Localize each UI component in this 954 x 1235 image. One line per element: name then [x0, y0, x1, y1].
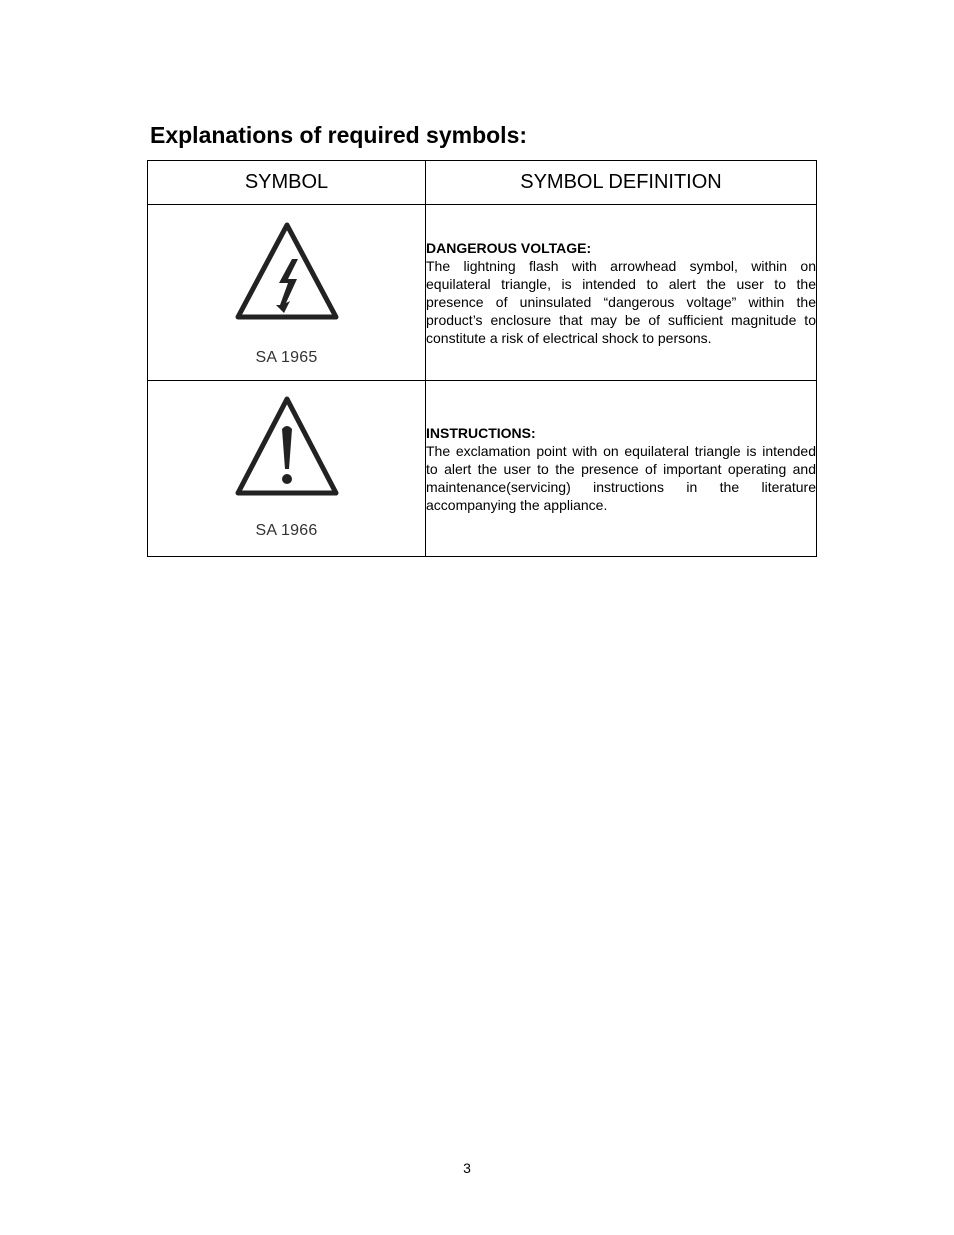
- symbol-cell: [148, 381, 426, 557]
- definition-text: The exclamation point with on equilateral triangle is intended to alert the user to the presence of important operating and maintenance(servicing) instructions in the literature accompanying the appliance.: [426, 443, 816, 513]
- definition-cell: [426, 205, 817, 381]
- lightning-triangle-icon: [232, 217, 342, 323]
- symbols-table: [147, 160, 817, 557]
- header-symbol-definition: SYMBOL DEFINITION: [426, 161, 817, 205]
- definition-heading: DANGEROUS VOLTAGE:: [426, 240, 592, 256]
- exclamation-triangle-icon: [232, 393, 342, 499]
- page-title: Explanations of required symbols:: [150, 122, 528, 148]
- table-row: [148, 381, 817, 557]
- table-row: [148, 205, 817, 381]
- definition-cell: [426, 381, 817, 557]
- symbol-code: SA 1966: [255, 522, 318, 539]
- header-symbol: SYMBOL: [148, 161, 426, 205]
- definition-heading: INSTRUCTIONS:: [426, 425, 536, 441]
- table-header-row: [148, 161, 817, 205]
- page-number: 3: [463, 1160, 471, 1176]
- symbol-code: SA 1965: [255, 349, 318, 366]
- symbol-cell: [148, 205, 426, 381]
- definition-text: The lightning flash with arrowhead symbol, within on equilateral triangle, is intended to alert the user to the presence of uninsulated “dangerous voltage” within the product’s enclosure that may be of sufficient magnitude to constitute a risk of electrical shock to persons.: [426, 258, 816, 346]
